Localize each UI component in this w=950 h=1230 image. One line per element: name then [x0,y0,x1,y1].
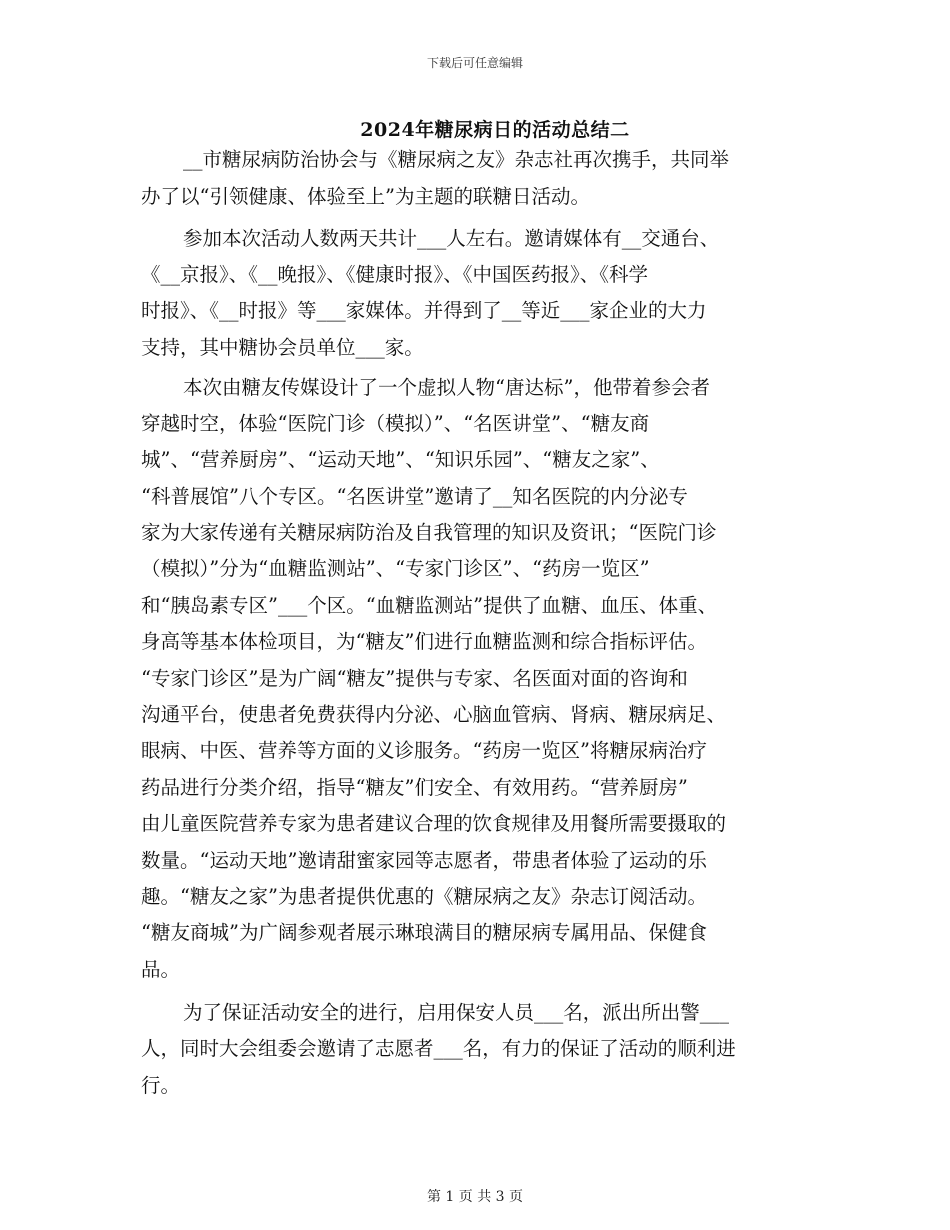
paragraph-3-line-1: 本次由糖友传媒设计了一个虚拟人物“唐达标”，他带着参会者 [183,376,710,399]
paragraph-1-line-2: 办了以“引领健康、体验至上”为主题的联糖日活动。 [141,185,590,208]
paragraph-2-line-3: 时报》、《__时报》等___家媒体。并得到了__等近___家企业的大力 [141,299,707,322]
paragraph-3-line-3: 城”、“营养厨房”、“运动天地”、“知识乐园”、“糖友之家”、 [141,448,660,471]
page-number-footer: 第 1 页 共 3 页 [426,1189,524,1205]
paragraph-2-line-4: 支持，其中糖协会员单位___家。 [141,336,424,359]
paragraph-3-line-5: 家为大家传递有关糖尿病防治及自我管理的知识及资讯；“医院门诊 [141,521,717,544]
paragraph-3-line-8: 身高等基本体检项目，为“糖友”们进行血糖监测和综合指标评估。 [141,630,707,653]
paragraph-3-line-2: 穿越时空，体验“医院门诊（模拟）”、“名医讲堂”、“糖友商 [141,412,650,435]
page-header-note: 下载后可任意编辑 [426,56,523,70]
paragraph-4-line-2: 人，同时大会组委会邀请了志愿者___名，有力的保证了活动的顺利进 [141,1037,736,1060]
paragraph-3-line-7: 和“胰岛素专区”___个区。“血糖监测站”提供了血糖、血压、体重、 [141,594,718,617]
paragraph-3-line-15: 趣。“糖友之家”为患者提供优惠的《糖尿病之友》杂志订阅活动。 [141,885,707,908]
paragraph-2-line-1: 参加本次活动人数两天共计___人左右。邀请媒体有__交通台、 [183,227,720,250]
paragraph-1-line-1: __市糖尿病防治协会与《糖尿病之友》杂志社再次携手，共同举 [183,148,730,171]
paragraph-3-line-4: “科普展馆”八个专区。“名医讲堂”邀请了__知名医院的内分泌专 [141,485,688,508]
paragraph-4-line-3: 行。 [141,1074,181,1097]
paragraph-2-line-2: 《__京报》、《__晚报》、《健康时报》、《中国医药报》、《科学 [141,263,649,286]
paragraph-3-line-12: 药品进行分类介绍，指导“糖友”们安全、有效用药。“营养厨房” [141,776,688,799]
paragraph-3-line-14: 数量。“运动天地”邀请甜蜜家园等志愿者，带患者体验了运动的乐 [141,849,707,872]
document-title: 2024年糖尿病日的活动总结二 [360,119,630,141]
paragraph-4-line-1: 为了保证活动安全的进行，启用保安人员___名，派出所出警___ [183,1001,730,1024]
paragraph-3-line-17: 品。 [141,958,181,981]
paragraph-3-line-9: “专家门诊区”是为广阔“糖友”提供与专家、名医面对面的咨询和 [141,667,688,690]
paragraph-3-line-10: 沟通平台，使患者免费获得内分泌、心脑血管病、肾病、糖尿病足、 [141,703,727,726]
paragraph-3-line-6: （模拟）”分为“血糖监测站”、“专家门诊区”、“药房一览区” [141,557,650,580]
paragraph-3-line-11: 眼病、中医、营养等方面的义诊服务。“药房一览区”将糖尿病治疗 [141,739,707,762]
paragraph-3-line-13: 由儿童医院营养专家为患者建议合理的饮食规律及用餐所需要摄取的 [141,812,727,835]
paragraph-3-line-16: “糖友商城”为广阔参观者展示琳琅满目的糖尿病专属用品、保健食 [141,921,707,944]
